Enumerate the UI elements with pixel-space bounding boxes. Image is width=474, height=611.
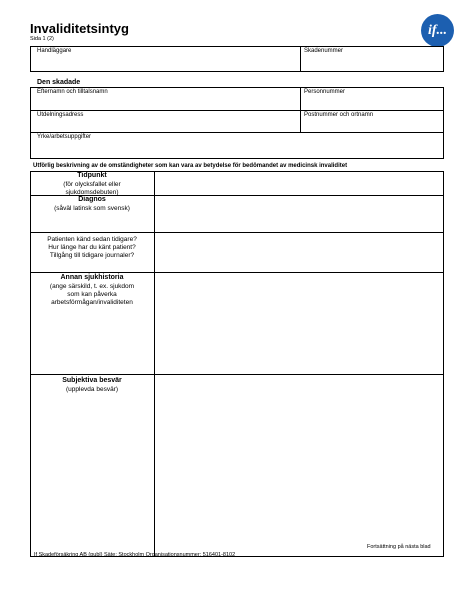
annan-sjukhistoria-label <box>30 274 154 307</box>
name-field[interactable]: Efternamn och tilltalsnamn <box>37 89 108 95</box>
subjektiva-heading: Subjektiva besvär <box>62 377 122 384</box>
address-field[interactable]: Utdelningsadress <box>37 112 84 118</box>
patient-line1: Patienten känd sedan tidigare? <box>47 236 137 243</box>
patient-line3: Tillgång till tidigare journaler? <box>49 252 135 260</box>
tidpunkt-input[interactable] <box>155 172 443 194</box>
diagnos-input[interactable] <box>155 196 443 231</box>
page-number: Sida 1 (2) <box>30 36 54 42</box>
diagnos-line1: (såväl latinsk som svensk) <box>54 204 130 212</box>
subjektiva-line1: (upplevda besvär) <box>65 385 119 393</box>
annan-line1: (ange särskild, t. ex. sjukdom <box>49 282 135 290</box>
injured-section-title: Den skadade <box>37 79 81 86</box>
handlaggare-field[interactable]: Handläggare <box>37 48 72 54</box>
top-fields-box <box>30 46 444 72</box>
tidpunkt-line2: sjukdomsdebuten) <box>65 188 119 196</box>
page-title: Invaliditetsintyg <box>30 21 129 36</box>
injured-box <box>30 87 444 159</box>
tidpunkt-line1: (för olycksfallet eller <box>63 180 121 188</box>
tidpunkt-heading: Tidpunkt <box>77 172 107 179</box>
annan-line3: arbetsförmågan/invaliditeten <box>51 299 133 306</box>
diagnos-label <box>30 196 154 213</box>
tidpunkt-label <box>30 172 154 197</box>
skadenummer-field[interactable]: Skadenummer <box>304 48 344 54</box>
continuation-note: Fortsättning på nästa blad <box>367 544 431 550</box>
patient-history-label <box>30 236 154 260</box>
personal-number-field[interactable]: Personnummer <box>304 89 346 95</box>
occupation-field[interactable]: Yrke/arbetsuppgifter <box>37 134 92 140</box>
postal-field[interactable]: Postnummer och ortnamn <box>304 112 374 118</box>
patient-history-input[interactable] <box>155 233 443 271</box>
patient-line2: Hur länge har du känt patient? <box>48 244 136 252</box>
description-section-title: Utförlig beskrivning av de omständigheter som kan vara av betydelse för bedömandet av medicinsk invaliditet <box>33 163 348 169</box>
diagnos-heading: Diagnos <box>78 196 106 203</box>
annan-heading: Annan sjukhistoria <box>60 274 124 281</box>
subjektiva-input[interactable] <box>155 375 443 540</box>
annan-line2: som kan påverka <box>67 290 117 298</box>
footer-text: If Skadeförsäkring AB (publ) Säte: Stockholm Organisationsnummer: 516401-8102 <box>34 552 236 558</box>
if-logo-icon: if... <box>421 14 454 47</box>
annan-sjukhistoria-input[interactable] <box>155 273 443 373</box>
subjektiva-label <box>30 377 154 394</box>
